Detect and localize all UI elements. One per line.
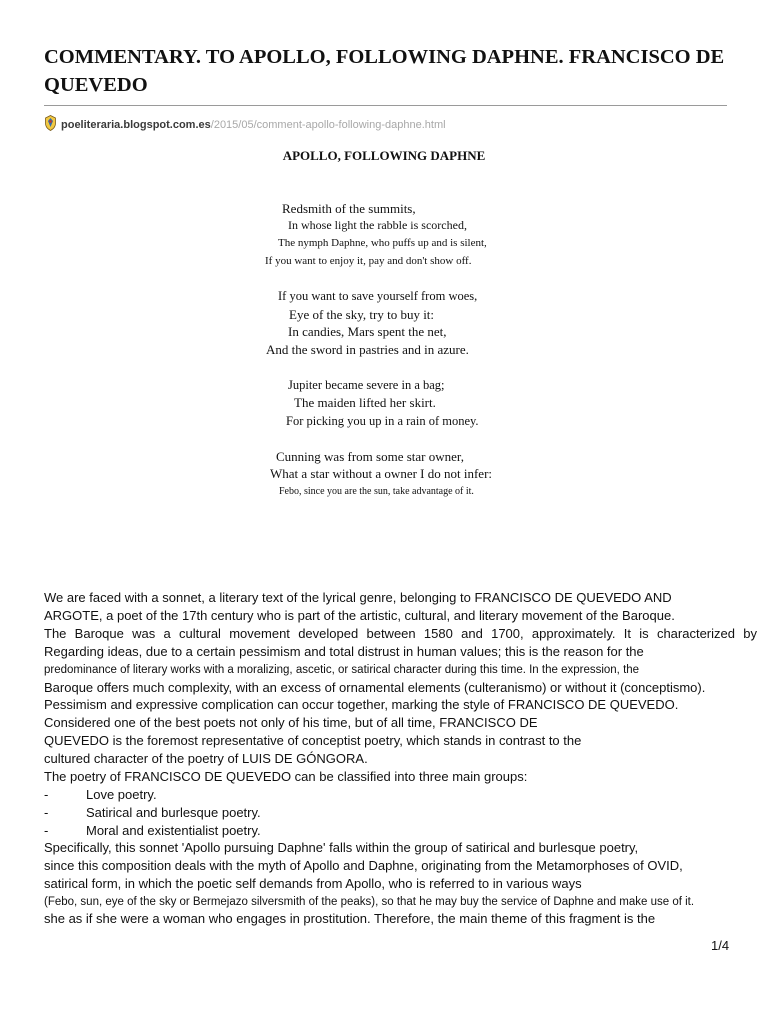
body-line: The Baroque was a cultural movement developed between 1580 and 1700, approximately. It is characterized by: [44, 626, 757, 641]
body-line: Baroque offers much complexity, with an excess of ornamental elements (culteranismo) or without it (conceptismo).: [44, 680, 706, 695]
poem-line: Febo, since you are the sun, take advantage of it.: [279, 486, 474, 497]
site-favicon-icon: [44, 115, 57, 131]
poem-line: In candies, Mars spent the net,: [288, 324, 447, 339]
poem-line: What a star without a owner I do not infer:: [270, 466, 493, 481]
bullet-marker: -: [44, 805, 49, 820]
bullet-marker: -: [44, 787, 49, 802]
title-divider: [44, 105, 727, 106]
page-title: COMMENTARY. TO APOLLO, FOLLOWING DAPHNE. FRANCISCO DE QUEVEDO: [44, 46, 725, 96]
poem-line: Eye of the sky, try to buy it:: [289, 307, 435, 322]
body-line: Regarding ideas, due to a certain pessimism and total distrust in human values; this is the reason for the: [44, 644, 644, 659]
poem-line: Cunning was from some star owner,: [276, 449, 464, 464]
list-item: [44, 786, 157, 804]
body-line: cultured character of the poetry of LUIS DE GÓNGORA.: [44, 751, 368, 766]
body-line: Considered one of the best poets not only of his time, but of all time, FRANCISCO DE: [44, 715, 538, 730]
body-line: (Febo, sun, eye of the sky or Bermejazo silversmith of the peaks), so that he may buy the service of Daphne and make use of it.: [44, 896, 695, 908]
poem-title: APOLLO, FOLLOWING DAPHNE: [282, 148, 486, 163]
poem-line: Redsmith of the summits,: [282, 201, 416, 216]
list-item: [44, 804, 261, 822]
body-line: Specifically, this sonnet 'Apollo pursuing Daphne' falls within the group of satirical and burlesque poetry,: [44, 840, 639, 855]
page-number: 1/4: [711, 938, 730, 953]
poem-line: And the sword in pastries and in azure.: [266, 342, 469, 357]
body-line: ARGOTE, a poet of the 17th century who is part of the artistic, cultural, and literary movement of the Baroque.: [44, 608, 675, 623]
poem-line: If you want to save yourself from woes,: [278, 289, 478, 303]
poem-line: In whose light the rabble is scorched,: [288, 218, 467, 232]
body-line: predominance of literary works with a moralizing, ascetic, or satirical character during this time. In the expression, the: [44, 664, 640, 676]
list-item-text: Moral and existentialist poetry.: [86, 823, 261, 838]
poem-line: For picking you up in a rain of money.: [286, 414, 479, 428]
list-item: [44, 822, 261, 840]
source-path[interactable]: /2015/05/comment-apollo-following-daphne.html: [210, 119, 446, 131]
body-line: since this composition deals with the myth of Apollo and Daphne, originating from the Metamorphoses of OVID,: [44, 858, 683, 873]
poem-line: The maiden lifted her skirt.: [294, 395, 436, 410]
body-line: she as if she were a woman who engages in prostitution. Therefore, the main theme of this fragment is the: [44, 911, 656, 926]
poem-line: The nymph Daphne, who puffs up and is silent,: [278, 237, 487, 249]
source-host[interactable]: poeliteraria.blogspot.com.es: [61, 119, 211, 131]
body-line: satirical form, in which the poetic self demands from Apollo, who is referred to in various ways: [44, 876, 582, 891]
body-line: The poetry of FRANCISCO DE QUEVEDO can be classified into three main groups:: [44, 769, 528, 784]
body-line: QUEVEDO is the foremost representative of conceptist poetry, which stands in contrast to the: [44, 733, 582, 748]
bullet-marker: -: [44, 823, 49, 838]
body-line: We are faced with a sonnet, a literary text of the lyrical genre, belonging to FRANCISCO DE QUEVEDO AND: [44, 590, 672, 605]
poem-line: Jupiter became severe in a bag;: [288, 378, 445, 392]
body-line: Pessimism and expressive complication can occur together, marking the style of FRANCISCO DE QUEVEDO.: [44, 697, 679, 712]
list-item-text: Satirical and burlesque poetry.: [86, 805, 261, 820]
poem-line: If you want to enjoy it, pay and don't show off.: [265, 255, 472, 267]
source-url[interactable]: [44, 115, 446, 133]
list-item-text: Love poetry.: [86, 787, 157, 802]
